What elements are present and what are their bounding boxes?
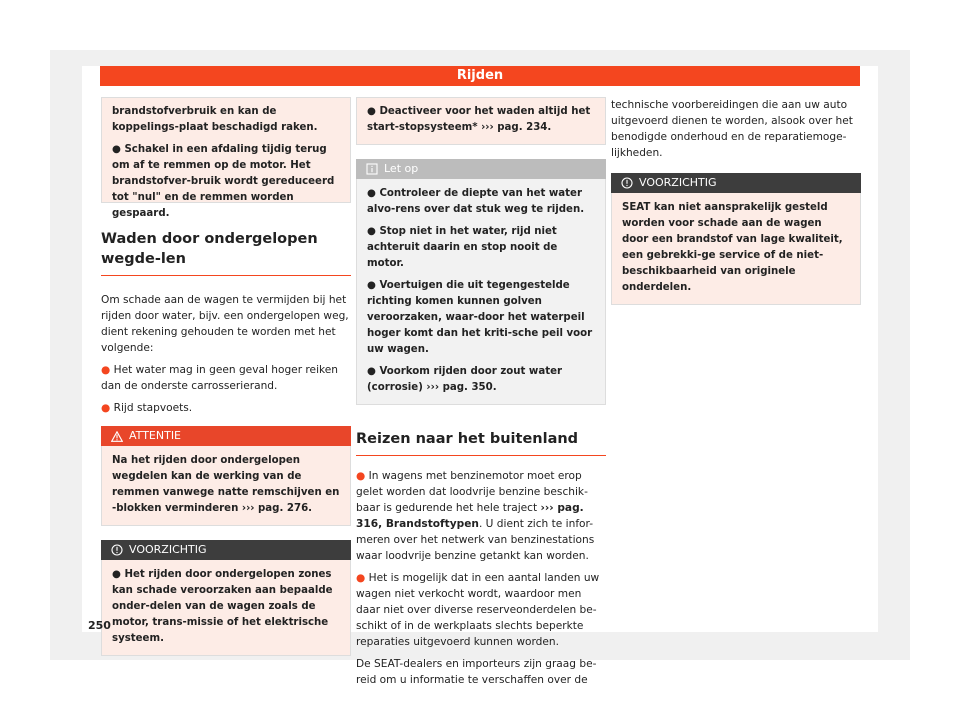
voorzichtig-header <box>611 173 861 193</box>
box-text: brandstofverbruik en kan de koppelings-plaat beschadigd raken. <box>112 106 318 133</box>
page-ref-link[interactable]: ››› pag. 276. <box>241 503 313 514</box>
paragraph: De SEAT-dealers en importeurs zijn graag be-reid om u informatie te verschaffen over de <box>356 658 597 686</box>
start-stop-box: ● Deactiveer voor het waden altijd het start-stopsysteem* ››› pag. 234. <box>356 97 606 145</box>
section-header <box>100 66 860 86</box>
list-item: ● Het is mogelijk dat in een aantal landen uw wagen niet verkocht wordt, waardoor men daar niet over diverse reserveonderdelen be-schikt of in de werkplaats slechts beperkte reparaties uitgevoerd kunnen worden. <box>356 572 600 648</box>
letop-header <box>356 159 606 179</box>
intro-text: Om schade aan de wagen te vermijden bij het rijden door water, bijv. een ondergelopen weg, dient rekening gehouden te worden met het volgende: <box>101 294 349 354</box>
bullet-icon: ● <box>112 569 125 580</box>
letop-label: Let op <box>384 162 419 175</box>
section-heading-waden: Waden door ondergelopen wegde-len <box>101 229 351 276</box>
note-icon <box>366 163 378 175</box>
list-item: ● Stop niet in het water, rijd niet achteruit daarin en stop nooit de motor. <box>367 226 558 269</box>
voorzichtig-box-2 <box>611 173 861 305</box>
voorzichtig-box-1 <box>101 540 351 656</box>
bullet-icon: ● <box>112 144 125 155</box>
bullet-icon: ● <box>356 572 369 584</box>
info-circle-icon <box>621 177 633 189</box>
page-ref-link[interactable]: ››› pag. 316, Brandstoftypen <box>356 502 584 530</box>
attentie-label: ATTENTIE <box>129 429 182 442</box>
list-item: ● Voorkom rijden door zout water (corrosie) ››› pag. 350. <box>367 366 563 393</box>
column-3 <box>611 97 861 305</box>
bullet-icon: ● <box>101 402 114 414</box>
list-item: ● Voertuigen die uit tegengestelde richting komen kunnen golven veroorzaken, waar-door het waterpeil hoger komt dan het kriti-sche peil voor uw wagen. <box>367 280 593 355</box>
letop-box <box>356 159 606 405</box>
buitenland-text <box>356 468 606 688</box>
bullet-text: Schakel in een afdaling tijdig terug om af te remmen op de motor. Het brandstofver-bruik wordt gereduceerd tot "nul" en de remmen worden gespaard. <box>112 144 335 219</box>
section-title: Rijden <box>456 68 504 83</box>
section-heading-buitenland: Reizen naar het buitenland <box>356 429 606 456</box>
list-item: ● In wagens met benzinemotor moet erop gelet worden dat loodvrije benzine beschik-baar is gedurende het hele traject ››› pag. 316, Brandstoftypen. U dient zich te infor-meren over het netwerk van benzinestations waar loodvrije benzine getankt kan worden. <box>356 470 595 562</box>
page-number: 250 <box>88 619 111 632</box>
continued-warning-box <box>101 97 351 219</box>
list-item: ● Rijd stapvoets. <box>101 402 193 414</box>
bullet-icon: ● <box>367 106 380 117</box>
bullet-icon: ● <box>367 280 380 291</box>
bullet-icon: ● <box>367 366 380 377</box>
voorzichtig-label: VOORZICHTIG <box>639 176 717 189</box>
column-1 <box>101 97 351 656</box>
list-item: ● Het water mag in geen geval hoger reiken dan de onderste carrosserierand. <box>101 364 338 392</box>
voorzichtig-label: VOORZICHTIG <box>129 543 207 556</box>
voorzichtig-body: SEAT kan niet aansprakelijk gesteld worden voor schade aan de wagen door een brandstof van lage kwaliteit, een gebrekki-ge service of de niet-beschikbaarheid van originele onderdelen. <box>611 193 861 305</box>
page-ref-link[interactable]: ››› pag. 234. <box>481 122 552 133</box>
info-circle-icon <box>111 544 123 556</box>
list-item: ● Controleer de diepte van het water alvo-rens over dat stuk weg te rijden. <box>367 188 585 215</box>
attentie-body: Na het rijden door ondergelopen wegdelen kan de werking van de remmen vanwege natte remschijven en -blokken verminderen ››› pag. 276. <box>101 446 351 526</box>
bullet-icon: ● <box>367 188 380 199</box>
bullet-icon: ● <box>101 364 114 376</box>
attentie-box <box>101 426 351 526</box>
warning-triangle-icon <box>111 431 123 442</box>
bullet-icon: ● <box>367 226 380 237</box>
page-ref-link[interactable]: ››› pag. 350. <box>426 382 497 393</box>
letop-body <box>356 179 606 405</box>
waden-intro <box>101 292 351 416</box>
col3-paragraph: technische voorbereidingen die aan uw auto uitgevoerd dienen te worden, alsook over het benodigde onderhoud en de reparatiemoge-lijkheden. <box>611 99 853 159</box>
voorzichtig-body: ● Het rijden door ondergelopen zones kan schade veroorzaken aan bepaalde onder-delen van de wagen zoals de motor, trans-missie of het elektrische systeem. <box>101 560 351 656</box>
voorzichtig-header <box>101 540 351 560</box>
column-2 <box>356 97 606 694</box>
attentie-header <box>101 426 351 446</box>
bullet-icon: ● <box>356 470 369 482</box>
